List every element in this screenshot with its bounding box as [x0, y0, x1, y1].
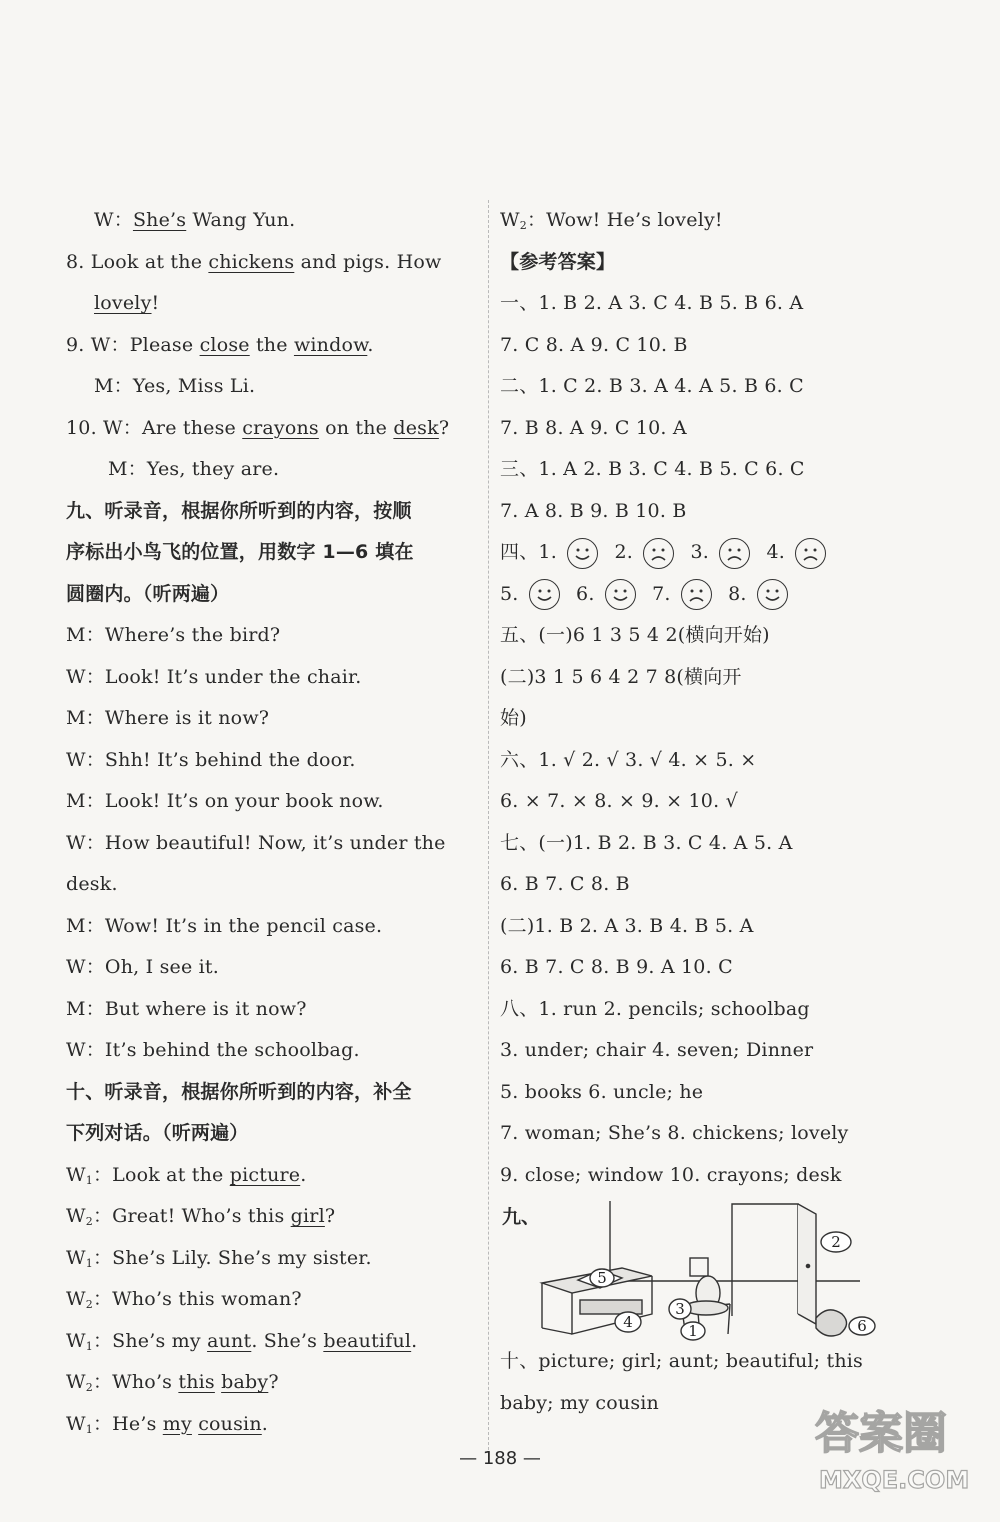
dialogue-line: W：It’s behind the schoolbag. — [66, 1039, 360, 1061]
answer-line: 6. B 7. C 8. B — [500, 873, 630, 895]
sad-face-icon — [795, 538, 826, 569]
sad-face-icon — [719, 538, 750, 569]
line: W：She’s Wang Yun. — [94, 209, 296, 231]
answer-line: 三、1. A 2. B 3. C 4. B 5. C 6. C — [500, 458, 805, 480]
circle-number-3: 3 — [675, 1300, 685, 1318]
section-heading-10: 十、听录音，根据你所听到的内容，补全 — [66, 1080, 412, 1103]
answer-line: baby; my cousin — [500, 1391, 659, 1414]
sad-face-icon — [643, 538, 674, 569]
watermark-text: 答案圈 — [815, 1408, 947, 1459]
answer-line: 五、(一)6 1 3 5 4 2(横向开始) — [500, 624, 770, 646]
line: 10. W：Are these crayons on the desk? — [66, 416, 450, 439]
answer-line: 3. under; chair 4. seven; Dinner — [500, 1039, 814, 1061]
smiley-face-icon — [529, 579, 560, 610]
dialogue-line: $W_2$：Who’s this baby? — [66, 1371, 279, 1394]
dialogue-line: $W_2$：Who’s this woman? — [66, 1288, 302, 1311]
section-heading-10: 下列对话。（听两遍） — [66, 1122, 249, 1144]
line: 9. W：Please close the window. — [66, 333, 374, 356]
dialogue-line: $W_2$：Great! Who’s this girl? — [66, 1205, 336, 1228]
answer-line: 六、1. √ 2. √ 3. √ 4. × 5. × — [500, 748, 757, 771]
column-divider — [488, 200, 489, 1460]
answer-9-illustration — [500, 1196, 920, 1341]
answer-line-faces: 5. 6. 7. 8. — [500, 574, 920, 616]
right-column — [500, 200, 920, 1424]
answer-line: 七、(一)1. B 2. B 3. C 4. A 5. A — [500, 831, 793, 854]
sad-face-icon — [681, 579, 712, 610]
answer-line: (二)1. B 2. A 3. B 4. B 5. A — [500, 914, 754, 937]
dialogue-line: M：Look! It’s on your book now. — [66, 790, 384, 812]
circle-number-2: 2 — [831, 1233, 841, 1251]
circle-number-5: 5 — [597, 1269, 607, 1287]
circle-number-4: 4 — [623, 1313, 633, 1331]
left-column — [66, 200, 478, 1445]
answer-line: 始) — [500, 707, 527, 729]
answer-line: 6. B 7. C 8. B 9. A 10. C — [500, 956, 733, 978]
answer-line-faces: 四、1. 2. 3. 4. — [500, 532, 920, 574]
section-heading-9: 序标出小鸟飞的位置，用数字 1—6 填在 — [66, 541, 414, 563]
answer-line: 7. woman; She’s 8. chickens; lovely — [500, 1122, 849, 1144]
circle-number-1: 1 — [688, 1322, 698, 1340]
answer-line: 八、1. run 2. pencils; schoolbag — [500, 997, 810, 1020]
dialogue-line: W：Look! It’s under the chair. — [66, 665, 362, 688]
smiley-face-icon — [605, 579, 636, 610]
answer-line: 一、1. B 2. A 3. C 4. B 5. B 6. A — [500, 292, 804, 314]
answer-line: (二)3 1 5 6 4 2 7 8(横向开 — [500, 665, 742, 688]
dialogue-line: M：Where’s the bird? — [66, 624, 281, 646]
section-heading-9: 圆圈内。（听两遍） — [66, 582, 230, 605]
dialogue-line: desk. — [66, 873, 118, 895]
dialogue-line: W：Shh! It’s behind the door. — [66, 748, 356, 771]
answer-line: 二、1. C 2. B 3. A 4. A 5. B 6. C — [500, 375, 804, 397]
dialogue-line: W：Oh, I see it. — [66, 956, 219, 978]
room-illustration — [530, 1196, 910, 1341]
smiley-face-icon — [757, 579, 788, 610]
dialogue-line: $W_1$：She’s Lily. She’s my sister. — [66, 1246, 372, 1270]
answer-line: 十、picture; girl; aunt; beautiful; this — [500, 1350, 864, 1372]
dialogue-line: M：Where is it now? — [66, 707, 270, 729]
answer-key-heading: 【参考答案】 — [500, 250, 616, 273]
line: lovely! — [94, 292, 160, 314]
section-label: 九、 — [502, 1206, 541, 1228]
watermark-url: MXQE.COM — [819, 1466, 970, 1494]
answer-line: 5. books 6. uncle; he — [500, 1080, 704, 1103]
line: M：Yes, Miss Li. — [94, 375, 256, 397]
answer-line: 6. × 7. × 8. × 9. × 10. √ — [500, 790, 738, 812]
line: 8. Look at the chickens and pigs. How — [66, 250, 442, 273]
dialogue-line: W：How beautiful! Now, it’s under the — [66, 831, 446, 854]
smiley-face-icon — [567, 538, 598, 569]
circle-number-6: 6 — [857, 1317, 867, 1335]
dialogue-line: M：But where is it now? — [66, 997, 307, 1020]
section-heading-9: 九、听录音，根据你所听到的内容，按顺 — [66, 499, 412, 522]
dialogue-line: M：Wow! It’s in the pencil case. — [66, 914, 383, 937]
answer-line: 7. A 8. B 9. B 10. B — [500, 499, 687, 522]
dialogue-line: $W_1$：She’s my aunt. She’s beautiful. — [66, 1329, 418, 1353]
dialogue-line: $W_1$：Look at the picture. — [66, 1163, 307, 1187]
answer-line: 7. B 8. A 9. C 10. A — [500, 416, 687, 439]
page-number: — 188 — — [459, 1448, 541, 1469]
watermark-logo — [805, 1390, 980, 1500]
dialogue-line: $W_1$：He’s my cousin. — [66, 1412, 269, 1436]
dialogue-line: $W_2$：Wow! He’s lovely! — [500, 209, 723, 232]
line: M：Yes, they are. — [108, 458, 280, 480]
answer-line: 7. C 8. A 9. C 10. B — [500, 333, 688, 356]
answer-line: 9. close; window 10. crayons; desk — [500, 1163, 842, 1186]
